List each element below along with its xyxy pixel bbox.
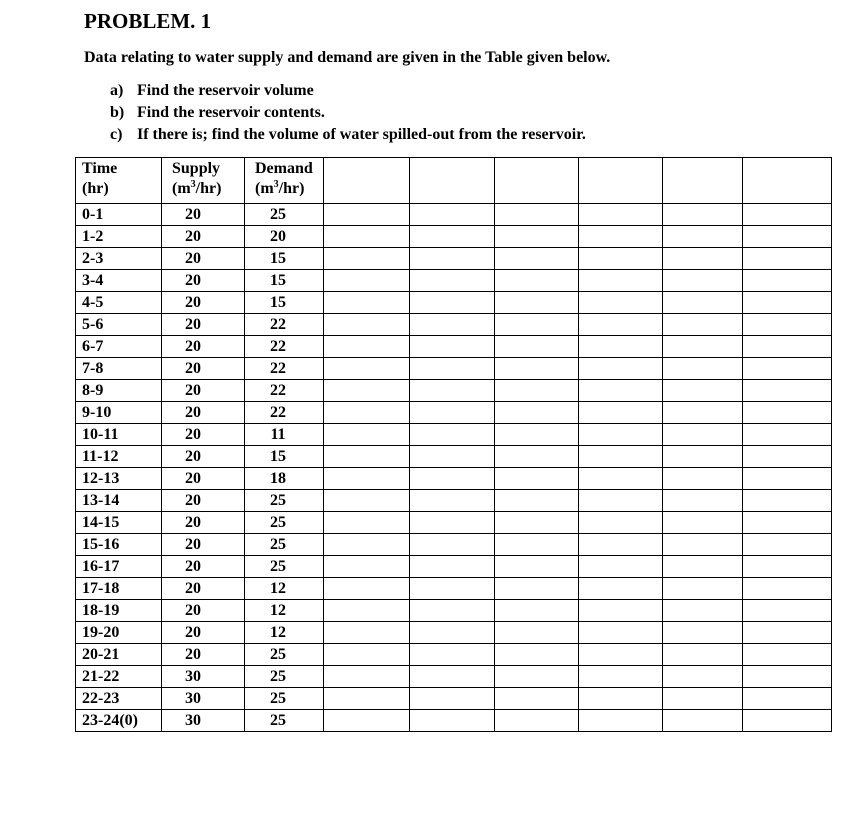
table-row xyxy=(76,204,832,226)
empty-cell xyxy=(324,380,410,402)
empty-cell xyxy=(743,270,832,292)
table-row xyxy=(76,358,832,380)
time-cell: 22-23 xyxy=(76,688,162,710)
demand-cell: 25 xyxy=(245,204,324,226)
empty-cell xyxy=(663,336,743,358)
empty-cell xyxy=(663,358,743,380)
empty-cell xyxy=(495,292,579,314)
empty-cell xyxy=(743,688,832,710)
empty-cell xyxy=(324,644,410,666)
empty-cell xyxy=(743,578,832,600)
problem-intro: Data relating to water supply and demand are given in the Table given below. xyxy=(84,49,611,66)
empty-cell xyxy=(663,204,743,226)
empty-cell xyxy=(495,270,579,292)
empty-cell xyxy=(663,248,743,270)
empty-cell xyxy=(324,468,410,490)
empty-cell xyxy=(743,358,832,380)
empty-cell xyxy=(324,358,410,380)
time-cell: 13-14 xyxy=(76,490,162,512)
supply-cell: 30 xyxy=(162,710,245,732)
table-row xyxy=(76,292,832,314)
empty-cell xyxy=(410,358,495,380)
supply-demand-table xyxy=(75,157,832,732)
header-demand-line1: Demand xyxy=(255,160,313,177)
supply-cell: 20 xyxy=(162,468,245,490)
empty-cell xyxy=(579,226,663,248)
empty-cell xyxy=(495,468,579,490)
empty-cell xyxy=(410,402,495,424)
empty-cell xyxy=(663,314,743,336)
empty-cell xyxy=(743,710,832,732)
empty-cell xyxy=(410,468,495,490)
problem-title: PROBLEM. 1 xyxy=(84,9,212,33)
empty-cell xyxy=(663,710,743,732)
time-cell: 11-12 xyxy=(76,446,162,468)
empty-cell xyxy=(743,600,832,622)
time-cell: 10-11 xyxy=(76,424,162,446)
task-marker: a) xyxy=(110,82,124,99)
empty-cell xyxy=(743,512,832,534)
table-row xyxy=(76,556,832,578)
empty-cell xyxy=(663,446,743,468)
supply-cell: 20 xyxy=(162,534,245,556)
table-row xyxy=(76,666,832,688)
empty-cell xyxy=(410,226,495,248)
empty-cell xyxy=(579,578,663,600)
demand-cell: 25 xyxy=(245,490,324,512)
header-supply-line1: Supply xyxy=(172,160,221,177)
time-cell: 15-16 xyxy=(76,534,162,556)
time-cell: 16-17 xyxy=(76,556,162,578)
table-row xyxy=(76,688,832,710)
task-text: Find the reservoir contents. xyxy=(137,104,325,121)
empty-header-cell xyxy=(579,158,663,204)
empty-cell xyxy=(743,622,832,644)
header-supply-line2: $(m^3/hr)$ xyxy=(172,179,222,197)
empty-cell xyxy=(579,336,663,358)
supply-cell: 20 xyxy=(162,292,245,314)
empty-cell xyxy=(495,424,579,446)
table-row xyxy=(76,710,832,732)
supply-cell: 20 xyxy=(162,490,245,512)
empty-cell xyxy=(495,534,579,556)
empty-cell xyxy=(495,644,579,666)
empty-cell xyxy=(743,446,832,468)
empty-cell xyxy=(324,490,410,512)
empty-cell xyxy=(410,688,495,710)
time-cell: 1-2 xyxy=(76,226,162,248)
task-marker: b) xyxy=(110,104,125,121)
demand-cell: 15 xyxy=(245,270,324,292)
supply-cell: 30 xyxy=(162,666,245,688)
table-row xyxy=(76,402,832,424)
demand-cell: 11 xyxy=(245,424,324,446)
empty-cell xyxy=(579,204,663,226)
time-cell: 21-22 xyxy=(76,666,162,688)
empty-cell xyxy=(324,204,410,226)
empty-cell xyxy=(579,688,663,710)
empty-cell xyxy=(743,666,832,688)
empty-cell xyxy=(324,578,410,600)
empty-cell xyxy=(579,314,663,336)
empty-cell xyxy=(663,534,743,556)
empty-cell xyxy=(495,556,579,578)
empty-cell xyxy=(324,314,410,336)
empty-cell xyxy=(495,446,579,468)
time-cell: 18-19 xyxy=(76,600,162,622)
empty-cell xyxy=(743,292,832,314)
demand-cell: 22 xyxy=(245,358,324,380)
empty-cell xyxy=(663,556,743,578)
table-row xyxy=(76,248,832,270)
table-row xyxy=(76,424,832,446)
empty-cell xyxy=(410,490,495,512)
supply-cell: 20 xyxy=(162,600,245,622)
empty-cell xyxy=(324,556,410,578)
demand-cell: 25 xyxy=(245,666,324,688)
empty-cell xyxy=(324,424,410,446)
empty-cell xyxy=(495,248,579,270)
demand-cell: 15 xyxy=(245,446,324,468)
header-supply xyxy=(162,158,245,204)
empty-cell xyxy=(579,292,663,314)
empty-cell xyxy=(579,644,663,666)
supply-cell: 20 xyxy=(162,556,245,578)
empty-cell xyxy=(495,336,579,358)
empty-cell xyxy=(743,204,832,226)
empty-cell xyxy=(324,292,410,314)
empty-cell xyxy=(410,204,495,226)
demand-cell: 25 xyxy=(245,512,324,534)
empty-cell xyxy=(579,534,663,556)
supply-cell: 20 xyxy=(162,336,245,358)
empty-cell xyxy=(324,226,410,248)
supply-cell: 30 xyxy=(162,688,245,710)
header-demand-line2: $(m^3/hr)$ xyxy=(255,179,305,197)
demand-cell: 18 xyxy=(245,468,324,490)
demand-cell: 12 xyxy=(245,622,324,644)
table-row xyxy=(76,578,832,600)
task-marker: c) xyxy=(110,126,123,143)
empty-header-cell xyxy=(495,158,579,204)
empty-cell xyxy=(410,534,495,556)
empty-cell xyxy=(579,380,663,402)
time-cell: 2-3 xyxy=(76,248,162,270)
demand-cell: 22 xyxy=(245,314,324,336)
empty-header-cell xyxy=(324,158,410,204)
header-demand xyxy=(245,158,324,204)
empty-cell xyxy=(743,314,832,336)
empty-cell xyxy=(410,336,495,358)
header-time xyxy=(76,158,162,204)
empty-cell xyxy=(324,710,410,732)
empty-cell xyxy=(579,270,663,292)
supply-cell: 20 xyxy=(162,204,245,226)
time-cell: 6-7 xyxy=(76,336,162,358)
empty-cell xyxy=(495,358,579,380)
empty-cell xyxy=(743,424,832,446)
empty-cell xyxy=(579,556,663,578)
empty-cell xyxy=(410,578,495,600)
task-text: Find the reservoir volume xyxy=(137,82,314,99)
demand-cell: 25 xyxy=(245,688,324,710)
empty-cell xyxy=(579,446,663,468)
empty-cell xyxy=(324,248,410,270)
empty-cell xyxy=(663,380,743,402)
time-cell: 8-9 xyxy=(76,380,162,402)
empty-cell xyxy=(324,336,410,358)
empty-cell xyxy=(579,468,663,490)
demand-cell: 25 xyxy=(245,710,324,732)
empty-cell xyxy=(663,622,743,644)
empty-cell xyxy=(663,644,743,666)
time-cell: 9-10 xyxy=(76,402,162,424)
demand-cell: 22 xyxy=(245,336,324,358)
empty-cell xyxy=(410,446,495,468)
empty-cell xyxy=(663,468,743,490)
demand-cell: 22 xyxy=(245,402,324,424)
table-body xyxy=(76,204,832,732)
empty-cell xyxy=(495,490,579,512)
supply-cell: 20 xyxy=(162,578,245,600)
time-cell: 17-18 xyxy=(76,578,162,600)
empty-cell xyxy=(743,380,832,402)
header-time-line2: (hr) xyxy=(82,180,109,197)
table-row xyxy=(76,336,832,358)
empty-header-cell xyxy=(663,158,743,204)
table-row xyxy=(76,380,832,402)
empty-cell xyxy=(495,666,579,688)
time-cell: 7-8 xyxy=(76,358,162,380)
empty-cell xyxy=(495,380,579,402)
supply-cell: 20 xyxy=(162,644,245,666)
empty-cell xyxy=(324,622,410,644)
task-item-b xyxy=(110,102,586,124)
empty-cell xyxy=(495,314,579,336)
table-row xyxy=(76,314,832,336)
demand-cell: 15 xyxy=(245,292,324,314)
table-row xyxy=(76,644,832,666)
empty-cell xyxy=(743,644,832,666)
supply-cell: 20 xyxy=(162,424,245,446)
empty-cell xyxy=(324,534,410,556)
empty-cell xyxy=(743,534,832,556)
empty-cell xyxy=(663,600,743,622)
empty-cell xyxy=(324,402,410,424)
empty-cell xyxy=(579,622,663,644)
empty-cell xyxy=(324,270,410,292)
empty-cell xyxy=(743,490,832,512)
empty-header-cell xyxy=(743,158,832,204)
empty-cell xyxy=(495,226,579,248)
table-row xyxy=(76,512,832,534)
empty-cell xyxy=(743,468,832,490)
time-cell: 5-6 xyxy=(76,314,162,336)
empty-cell xyxy=(743,402,832,424)
demand-cell: 25 xyxy=(245,644,324,666)
empty-cell xyxy=(663,578,743,600)
empty-cell xyxy=(410,666,495,688)
empty-cell xyxy=(663,292,743,314)
demand-cell: 25 xyxy=(245,556,324,578)
empty-cell xyxy=(579,424,663,446)
header-time-line1: Time xyxy=(82,160,118,177)
empty-cell xyxy=(324,600,410,622)
supply-cell: 20 xyxy=(162,446,245,468)
task-list xyxy=(110,80,586,146)
empty-cell xyxy=(579,358,663,380)
empty-cell xyxy=(579,710,663,732)
empty-cell xyxy=(324,512,410,534)
empty-cell xyxy=(410,424,495,446)
table-row xyxy=(76,490,832,512)
empty-cell xyxy=(579,600,663,622)
supply-cell: 20 xyxy=(162,380,245,402)
supply-cell: 20 xyxy=(162,226,245,248)
task-text: If there is; find the volume of water spilled-out from the reservoir. xyxy=(137,126,586,143)
table-row xyxy=(76,270,832,292)
empty-cell xyxy=(495,688,579,710)
demand-cell: 12 xyxy=(245,578,324,600)
empty-cell xyxy=(663,490,743,512)
demand-cell: 25 xyxy=(245,534,324,556)
supply-cell: 20 xyxy=(162,402,245,424)
empty-cell xyxy=(579,490,663,512)
table-row xyxy=(76,622,832,644)
table-header-row xyxy=(76,158,832,204)
empty-cell xyxy=(663,512,743,534)
task-item-a xyxy=(110,80,586,102)
supply-cell: 20 xyxy=(162,512,245,534)
empty-cell xyxy=(410,380,495,402)
table-row xyxy=(76,600,832,622)
empty-cell xyxy=(495,204,579,226)
empty-cell xyxy=(579,512,663,534)
empty-cell xyxy=(743,248,832,270)
empty-cell xyxy=(495,512,579,534)
empty-cell xyxy=(495,578,579,600)
supply-cell: 20 xyxy=(162,622,245,644)
empty-cell xyxy=(410,600,495,622)
table-row xyxy=(76,446,832,468)
supply-cell: 20 xyxy=(162,270,245,292)
supply-cell: 20 xyxy=(162,314,245,336)
empty-cell xyxy=(495,600,579,622)
demand-cell: 20 xyxy=(245,226,324,248)
supply-cell: 20 xyxy=(162,248,245,270)
empty-cell xyxy=(663,226,743,248)
empty-cell xyxy=(579,666,663,688)
time-cell: 12-13 xyxy=(76,468,162,490)
empty-cell xyxy=(743,336,832,358)
task-item-c xyxy=(110,124,586,146)
supply-cell: 20 xyxy=(162,358,245,380)
empty-cell xyxy=(410,644,495,666)
empty-cell xyxy=(410,556,495,578)
empty-cell xyxy=(663,270,743,292)
empty-cell xyxy=(663,424,743,446)
empty-cell xyxy=(579,402,663,424)
empty-cell xyxy=(410,248,495,270)
empty-cell xyxy=(410,292,495,314)
empty-cell xyxy=(324,688,410,710)
demand-cell: 15 xyxy=(245,248,324,270)
empty-cell xyxy=(495,622,579,644)
empty-cell xyxy=(743,226,832,248)
empty-cell xyxy=(410,512,495,534)
empty-cell xyxy=(324,666,410,688)
table-row xyxy=(76,534,832,556)
empty-cell xyxy=(663,688,743,710)
demand-cell: 22 xyxy=(245,380,324,402)
time-cell: 20-21 xyxy=(76,644,162,666)
table-row xyxy=(76,468,832,490)
table-row xyxy=(76,226,832,248)
empty-cell xyxy=(495,710,579,732)
empty-cell xyxy=(410,622,495,644)
demand-cell: 12 xyxy=(245,600,324,622)
empty-cell xyxy=(324,446,410,468)
empty-cell xyxy=(579,248,663,270)
empty-cell xyxy=(410,270,495,292)
empty-cell xyxy=(410,314,495,336)
empty-header-cell xyxy=(410,158,495,204)
empty-cell xyxy=(663,666,743,688)
time-cell: 23-24(0) xyxy=(76,710,162,732)
empty-cell xyxy=(495,402,579,424)
time-cell: 14-15 xyxy=(76,512,162,534)
empty-cell xyxy=(663,402,743,424)
time-cell: 3-4 xyxy=(76,270,162,292)
time-cell: 19-20 xyxy=(76,622,162,644)
time-cell: 4-5 xyxy=(76,292,162,314)
empty-cell xyxy=(743,556,832,578)
empty-cell xyxy=(410,710,495,732)
time-cell: 0-1 xyxy=(76,204,162,226)
